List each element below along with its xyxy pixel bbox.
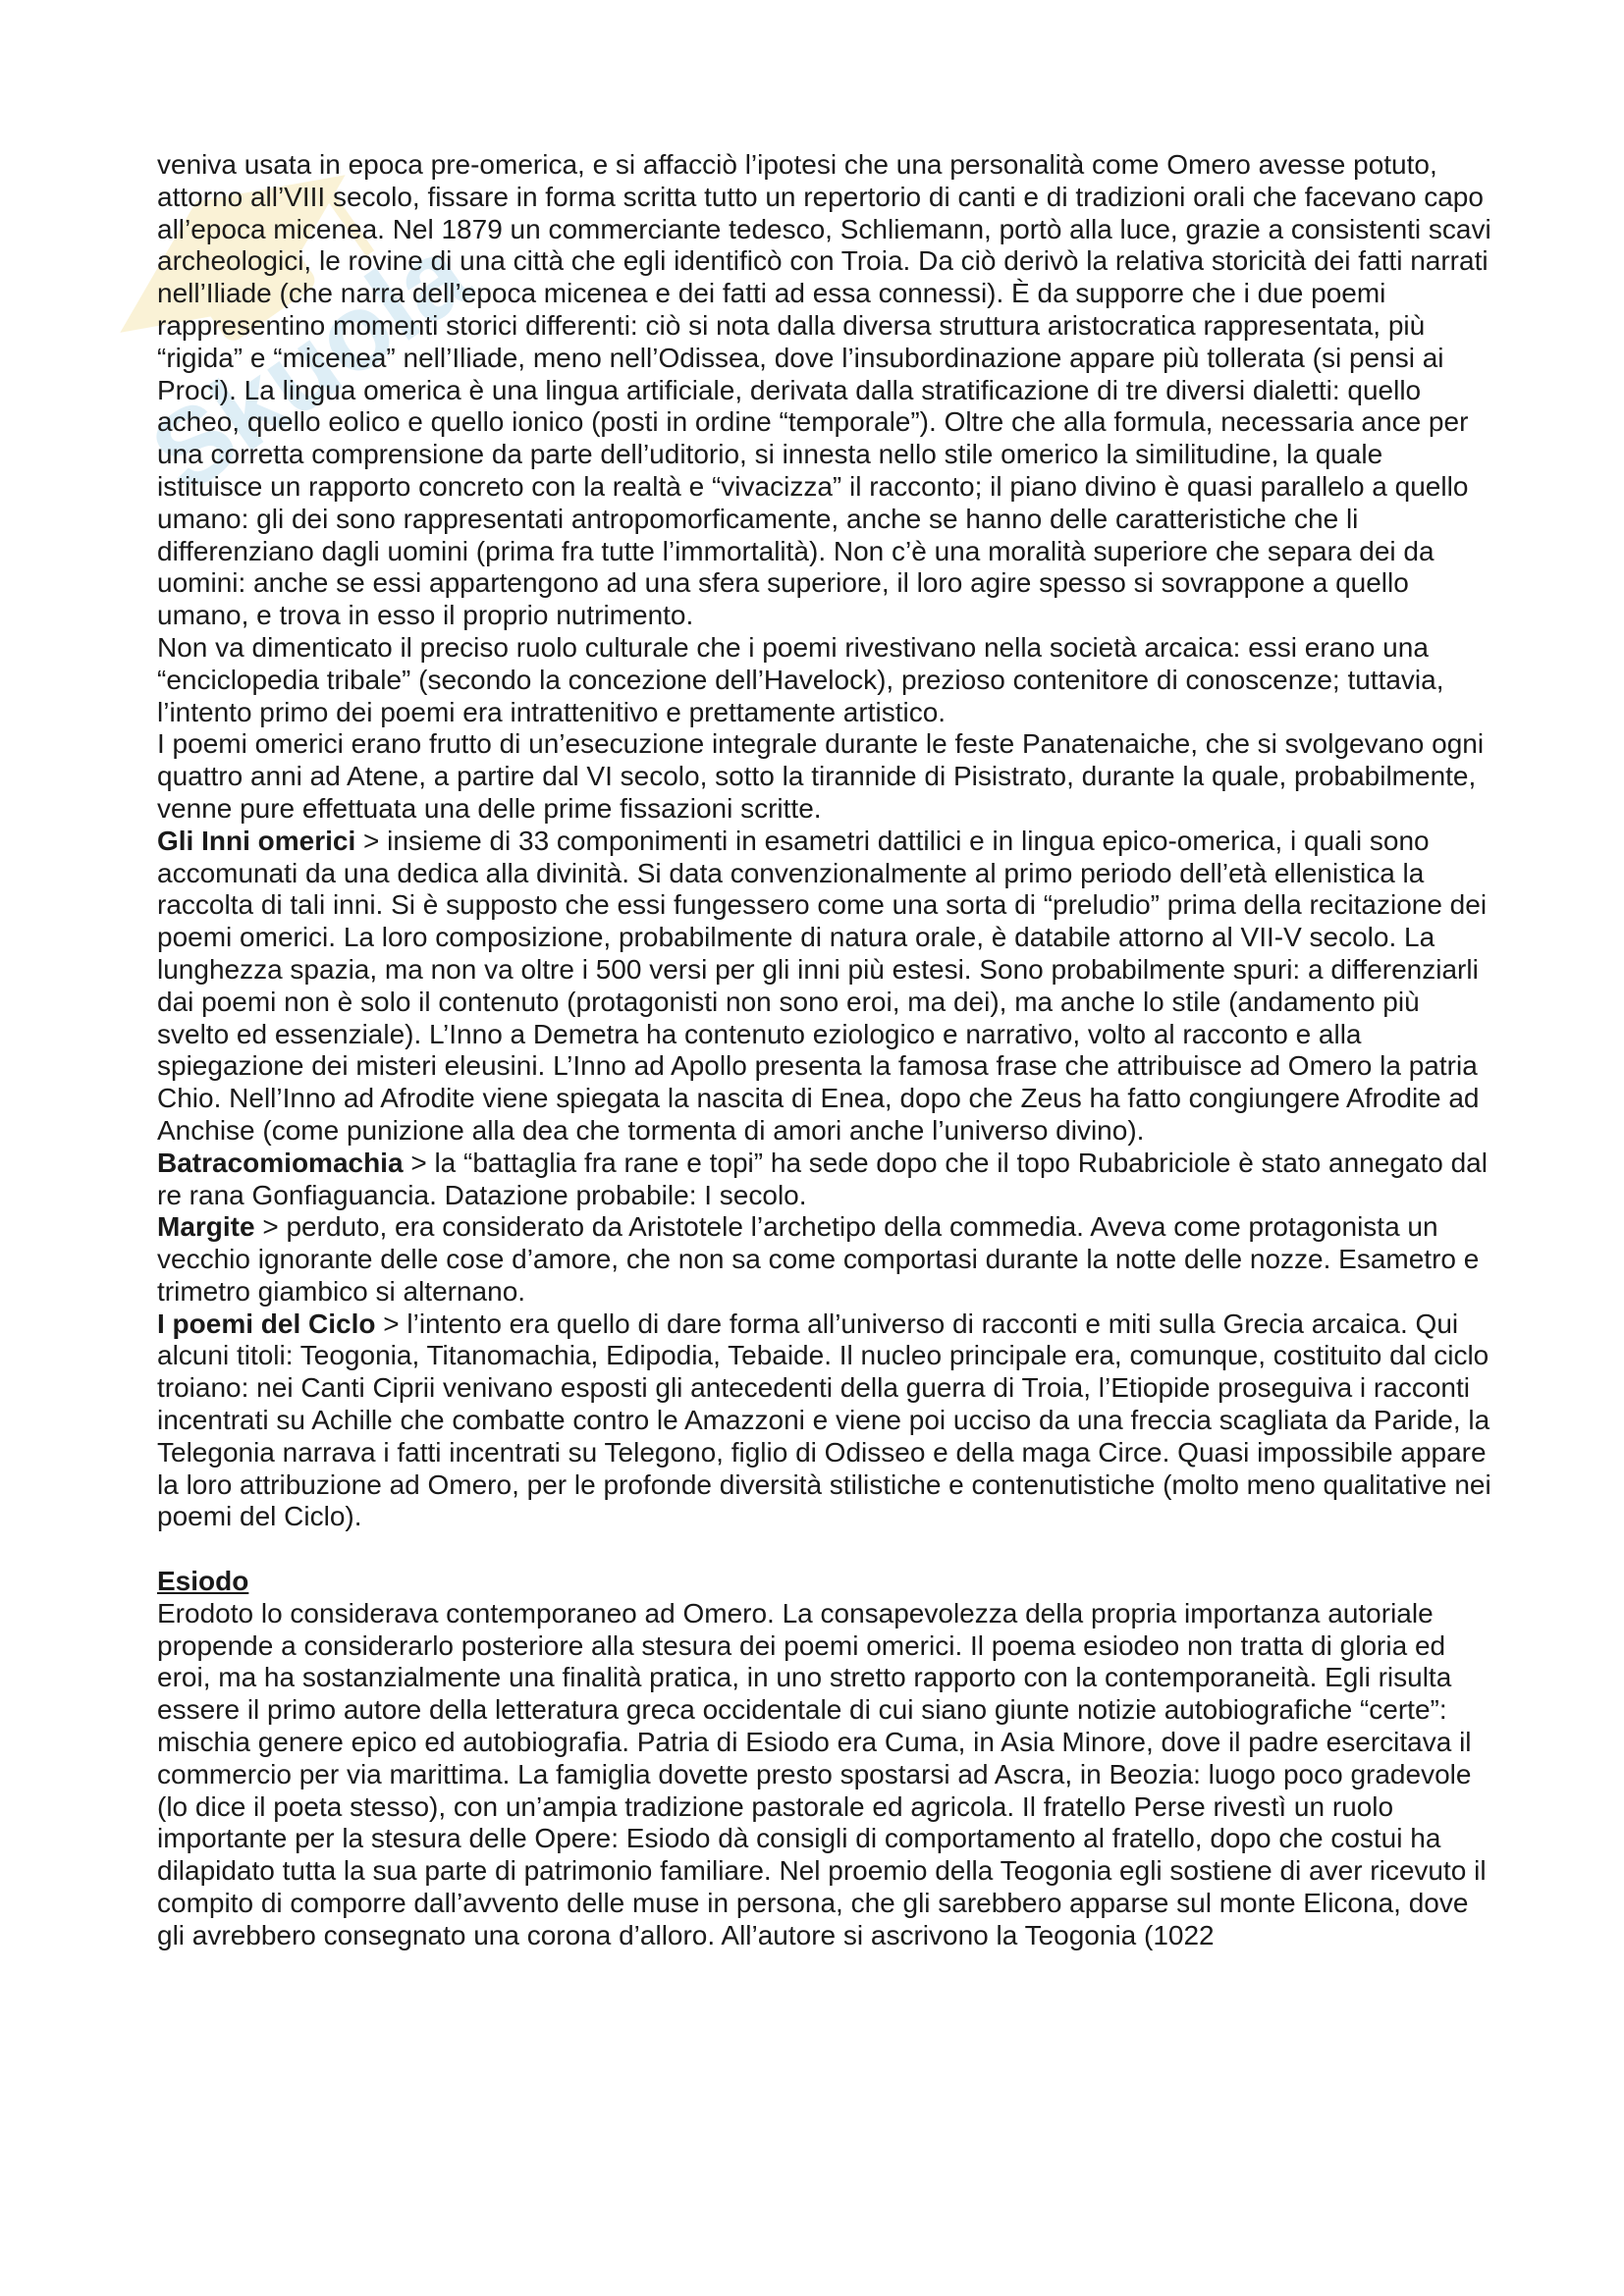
paragraph-inni-omerici xyxy=(157,826,1492,1148)
section-title-esiodo: Esiodo xyxy=(157,1566,249,1597)
term-poemi-del-ciclo: I poemi del Ciclo xyxy=(157,1308,376,1339)
inni-omerici-text: > insieme di 33 componimenti in esametri dattilici e in lingua epico-omerica, i quali sono accomunati da una dedica alla divinità. Si data convenzionalmente al primo periodo dell’età ellenistica la raccolta di tali inni. Si è supposto che essi fungessero come una sorta di “preludio” prima della recitazione dei poemi omerici. La loro composizione, probabilmente di natura orale, è databile attorno al VII-V secolo. La lunghezza spazia, ma non va oltre i 500 versi per gli inni più estesi. Sono probabilmente spuri: a differenziarli dai poemi non è solo il contenuto (protagonisti non sono eroi, ma dei), ma anche lo stile (andamento più svelto ed essenziale). L’Inno a Demetra ha contenuto eziologico e narrativo, volto al racconto e alla spiegazione dei misteri eleusini. L’Inno ad Apollo presenta la famosa frase che attribuisce ad Omero la patria Chio. Nell’Inno ad Afrodite viene spiegata la nascita di Enea, dopo che Zeus ha fatto congiungere Afrodite ad Anchise (come punizione alla dea che tormenta di amori anche l’universo divino). xyxy=(157,825,1488,1146)
batracomiomachia-text: > la “battaglia fra rane e topi” ha sede dopo che il topo Rubabriciole è stato annegato dal re rana Gonfiaguancia. Datazione probabile: I secolo. xyxy=(157,1147,1488,1210)
watermark-brand: Skuola xyxy=(130,213,490,516)
paragraph-cultural-role: Non va dimenticato il preciso ruolo culturale che i poemi rivestivano nella società arcaica: essi erano una “enciclopedia tribale” (secondo la concezione dell’Havelock), prezioso contenitore di conoscenze; tuttavia, l’intento primo dei poemi era intrattenitivo e prettamente artistico. xyxy=(157,631,1444,727)
document-body xyxy=(157,149,1492,1952)
poemi-del-ciclo-text: > l’intento era quello di dare forma all’universo di racconti e miti sulla Grecia arcaica. Qui alcuni titoli: Teogonia, Titanomachia, Edipodia, Tebaide. Il nucleo principale era, comunque, costituito dal ciclo troiano: nei Canti Ciprii venivano esposti gli antecedenti della guerra di Troia, l’Etiopide proseguiva i racconti incentrati su Achille che combatte contro le Amazzoni e viene poi ucciso da una freccia scagliata da Paride, la Telegonia narrava i fatti incentrati su Telegono, figlio di Odisseo e della maga Circe. Quasi impossibile appare la loro attribuzione ad Omero, per le profonde diversità stilistiche e contenutistiche (molto meno qualitative nei poemi del Ciclo). xyxy=(157,1308,1491,1532)
paragraph-panathenaic: I poemi omerici erano frutto di un’esecuzione integrale durante le feste Panatenaiche, che si svolgevano ogni quattro anni ad Atene, a partire dal VI secolo, sotto la tirannide di Pisistrato, durante la quale, probabilmente, venne pure effettuata una delle prime fissazioni scritte. xyxy=(157,728,1485,824)
paragraph-margite xyxy=(157,1211,1492,1308)
paragraph-batracomiomachia xyxy=(157,1148,1492,1212)
paragraph-poemi-del-ciclo xyxy=(157,1308,1492,1534)
term-inni-omerici: Gli Inni omerici xyxy=(157,825,356,856)
term-batracomiomachia: Batracomiomachia xyxy=(157,1147,404,1178)
term-margite: Margite xyxy=(157,1211,255,1243)
paragraph-intro: veniva usata in epoca pre-omerica, e si affacciò l’ipotesi che una personalità come Omero avesse potuto, attorno all’VIII secolo, fissare in forma scritta tutto un repertorio di canti e di tradizioni orali che facevano capo all’epoca micenea. Nel 1879 un commerciante tedesco, Schliemann, portò alla luce, grazie a consistenti scavi archeologici, le rovine di una città che egli identificò con Troia. Da ciò derivò la relativa storicità dei fatti narrati nell’Iliade (che narra dell’epoca micenea e dei fatti ad essa connessi). È da supporre che i due poemi rappresentino momenti storici differenti: ciò si nota dalla diversa struttura aristocratica rappresentata, più “rigida” e “micenea” nell’Iliade, meno nell’Odissea, dove l’insubordinazione appare più tollerata (si pensi ai Proci). La lingua omerica è una lingua artificiale, derivata dalla stratificazione di tre diversi dialetti: quello acheo, quello eolico e quello ionico (posti in ordine “temporale”). Oltre che alla formula, necessaria ance per una corretta comprensione da parte dell’uditorio, si innesta nello stile omerico la similitudine, la quale istituisce un rapporto concreto con la realtà e “vivacizza” il racconto; il piano divino è quasi parallelo a quello umano: gli dei sono rappresentati antropomorficamente, anche se hanno delle caratteristiche che li differenziano dagli uomini (prima fra tutte l’immortalità). Non c’è una moralità superiore che separa dei da uomini: anche se essi appartengono ad una sfera superiore, il loro agire spesso si sovrappone a quello umano, e trova in esso il proprio nutrimento. xyxy=(157,149,1491,631)
paragraph-esiodo: Erodoto lo considerava contemporaneo ad Omero. La consapevolezza della propria importanza autoriale propende a considerarlo posteriore alla stesura dei poemi omerici. Il poema esiodeo non tratta di gloria ed eroi, ma ha sostanzialmente una finalità pratica, in uno stretto rapporto con la contemporaneità. Egli risulta essere il primo autore della letteratura greca occidentale di cui siano giunte notizie autobiografiche “certe”: mischia genere epico ed autobiografia. Patria di Esiodo era Cuma, in Asia Minore, dove il padre esercitava il commercio per via marittima. La famiglia dovette presto spostarsi ad Ascra, in Beozia: luogo poco gradevole (lo dice il poeta stesso), con un’ampia tradizione pastorale ed agricola. Il fratello Perse rivestì un ruolo importante per la stesura delle Opere: Esiodo dà consigli di comportamento al fratello, dopo che costui ha dilapidato tutta la sua parte di patrimonio familiare. Nel proemio della Teogonia egli sostiene di aver ricevuto il compito di comporre dall’avvento delle muse in persona, che gli sarebbero apparse sul monte Elicona, dove gli avrebbero consegnato una corona d’alloro. All’autore si ascrivono la Teogonia (1022 xyxy=(157,1597,1487,1950)
margite-text: > perduto, era considerato da Aristotele l’archetipo della commedia. Aveva come protagonista un vecchio ignorante delle cose d’amore, che non sa come comportasi durante la notte delle nozze. Esametro e trimetro giambico si alternano. xyxy=(157,1211,1480,1307)
section-spacer xyxy=(157,1533,1492,1566)
